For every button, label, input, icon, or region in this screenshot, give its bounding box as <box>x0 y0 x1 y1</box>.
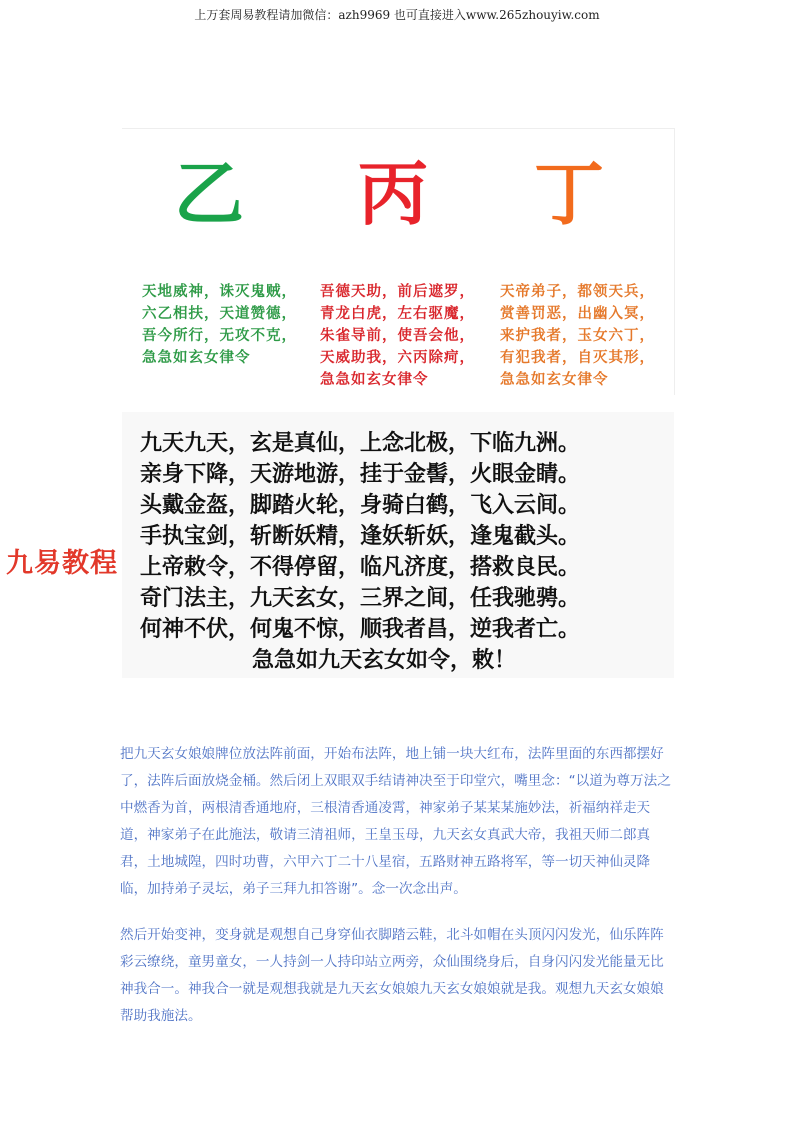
poem-text <box>140 428 660 676</box>
big-char-yi: 乙 <box>174 152 244 235</box>
charm-column-bing <box>320 281 475 391</box>
poem-line: 九天九天，玄是真仙，上念北极，下临九洲。 <box>140 430 581 456</box>
charm-line: 青龙白虎，左右驱魔， <box>320 305 475 322</box>
poem-line: 亲身下降，天游地游，挂于金髻，火眼金睛。 <box>140 461 581 487</box>
big-char-bing: 丙 <box>358 152 428 235</box>
poem-line: 手执宝剑，斩断妖精，逢妖斩妖，逢鬼截头。 <box>140 523 581 549</box>
charm-image <box>122 128 675 395</box>
poem-line: 何神不伏，何鬼不惊，顺我者昌，逆我者亡。 <box>140 616 581 642</box>
poem-line: 奇门法主，九天玄女，三界之间，任我驰骋。 <box>140 585 581 611</box>
poem-line: 上帝敕令，不得停留，临凡济度，搭救良民。 <box>140 554 581 580</box>
paragraph-1: 把九天玄女娘娘牌位放法阵前面，开始布法阵，地上铺一块大红布，法阵里面的东西都摆好了，法阵后面放烧金桶。然后闭上双眼双手结请神决至于印堂穴，嘴里念：“以道为尊万法之中燃香为首，两根清香通地府，三根清香通凌霄，神家弟子某某某施妙法，祈福纳祥走天道，神家弟子在此施法，敬请三清祖师，王皇玉母，九天玄女真武大帝，我祖天师二郎真君，土地城隍，四时功曹，六甲六丁二十八星宿，五路财神五路将军，等一切天神仙灵降临，加持弟子灵坛，弟子三拜九扣答谢”。念一次念出声。 <box>120 746 671 897</box>
charm-line: 吾德天助，前后遮罗， <box>320 283 475 300</box>
charm-line: 天帝弟子，都领天兵， <box>500 283 655 300</box>
charm-line: 急急如玄女律令 <box>142 349 251 366</box>
charm-column-ding <box>500 281 655 391</box>
big-char-ding: 丁 <box>534 152 604 235</box>
poem-last-line: 急急如九天玄女如令，敕！ <box>252 647 517 673</box>
charm-line: 急急如玄女律令 <box>320 371 429 388</box>
charm-line: 赏善罚恶，出幽入冥， <box>500 305 655 322</box>
page-header: 上万套周易教程请加微信：azh9969 也可直接进入www.265zhouyiw.com <box>194 8 600 22</box>
charm-line: 来护我者，玉女六丁， <box>500 327 655 344</box>
poem-line: 头戴金盔，脚踏火轮，身骑白鹤，飞入云间。 <box>140 492 581 518</box>
watermark: 九易教程 <box>6 548 118 579</box>
charm-line: 朱雀导前，使吾会他， <box>320 327 475 344</box>
poem-image <box>122 412 674 678</box>
charm-line: 吾今所行，无攻不克， <box>142 327 297 344</box>
charm-line: 有犯我者，自灭其形， <box>500 349 655 366</box>
charm-line: 天威助我，六丙除疴， <box>320 349 475 366</box>
charm-line: 急急如玄女律令 <box>500 371 609 388</box>
charm-line: 天地威神，诛灭鬼贼， <box>142 283 297 300</box>
charm-line: 六乙相扶，天道赞德， <box>142 305 297 322</box>
charm-column-yi <box>142 281 297 369</box>
paragraph-2: 然后开始变神，变身就是观想自己身穿仙衣脚踏云鞋，北斗如帽在头顶闪闪发光，仙乐阵阵彩云缭绕，童男童女，一人持剑一人持印站立两旁，众仙围绕身后，自身闪闪发光能量无比神我合一。神我合一就是观想我就是九天玄女娘娘九天玄女娘娘就是我。观想九天玄女娘娘帮助我施法。 <box>120 927 664 1024</box>
